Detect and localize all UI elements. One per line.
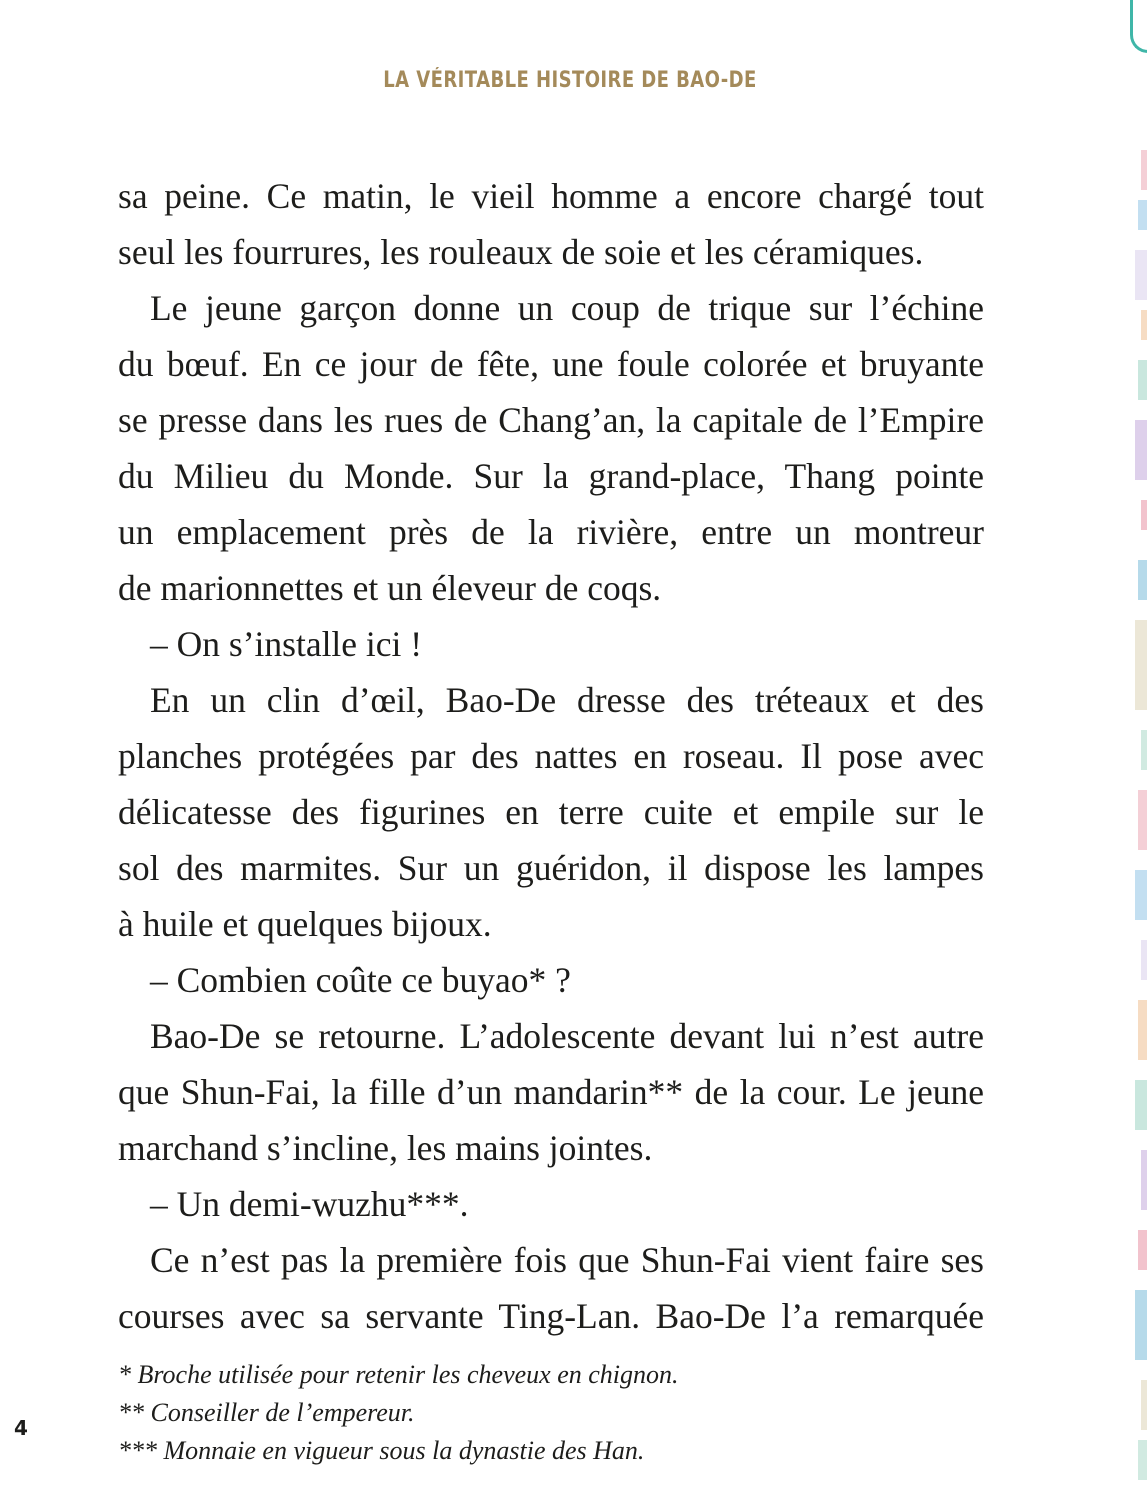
footnote: ** Conseiller de l’empereur. xyxy=(118,1398,415,1427)
text-line: marchand s’incline, les mains jointes. xyxy=(118,1128,653,1168)
text-line: – Combien coûte ce buyao* ? xyxy=(150,960,571,1000)
text-line: un emplacement près de la rivière, entre un montreur xyxy=(118,512,984,552)
text-line: En un clin d’œil, Bao-De dresse des tréteaux et des xyxy=(150,680,984,720)
watercolor-segment xyxy=(1135,1080,1147,1130)
text-line: que Shun-Fai, la fille d’un mandarin** de la cour. Le jeune xyxy=(118,1072,984,1112)
text-line: Bao-De se retourne. L’adolescente devant lui n’est autre xyxy=(150,1016,984,1056)
watercolor-segment xyxy=(1135,870,1147,920)
running-head: LA VÉRITABLE HISTOIRE DE BAO-DE xyxy=(383,68,757,93)
text-line: du bœuf. En ce jour de fête, une foule colorée et bruyante xyxy=(118,344,984,384)
watercolor-segment xyxy=(1141,1380,1147,1430)
watercolor-segment xyxy=(1135,620,1147,710)
text-line: courses avec sa servante Ting-Lan. Bao-De l’a remarquée xyxy=(118,1296,984,1336)
body-text xyxy=(118,168,984,1344)
decorative-edge-strip xyxy=(1133,0,1147,1496)
watercolor-segment xyxy=(1141,730,1147,770)
watercolor-segment xyxy=(1141,310,1147,340)
text-line: du Milieu du Monde. Sur la grand-place, Thang pointe xyxy=(118,456,984,496)
watercolor-segment xyxy=(1138,360,1147,400)
text-line: – On s’installe ici ! xyxy=(150,624,423,664)
watercolor-segment xyxy=(1138,1440,1147,1480)
text-line: de marionnettes et un éleveur de coqs. xyxy=(118,568,662,608)
text-line: Le jeune garçon donne un coup de trique sur l’échine xyxy=(150,288,984,328)
watercolor-segment xyxy=(1135,420,1147,480)
text-line: délicatesse des figurines en terre cuite et empile sur le xyxy=(118,792,984,832)
watercolor-segment xyxy=(1138,790,1147,850)
watercolor-segment xyxy=(1138,560,1147,600)
text-line: – Un demi-wuzhu***. xyxy=(150,1184,469,1224)
watercolor-segment xyxy=(1135,250,1147,300)
watercolor-segment xyxy=(1141,500,1147,530)
text-line: à huile et quelques bijoux. xyxy=(118,904,492,944)
watercolor-segment xyxy=(1135,1290,1147,1360)
text-line: se presse dans les rues de Chang’an, la capitale de l’Empire xyxy=(118,400,984,440)
text-line: planches protégées par des nattes en roseau. Il pose avec xyxy=(118,736,984,776)
text-line: sa peine. Ce matin, le vieil homme a encore chargé tout xyxy=(118,176,984,216)
watercolor-segment xyxy=(1141,940,1147,980)
watercolor-segment xyxy=(1141,1150,1147,1210)
footnote: *** Monnaie en vigueur sous la dynastie des Han. xyxy=(118,1436,645,1465)
watercolor-segment xyxy=(1138,1000,1147,1060)
page-number: 4 xyxy=(14,1416,28,1440)
text-line: Ce n’est pas la première fois que Shun-Fai vient faire ses xyxy=(150,1240,984,1280)
watercolor-segment xyxy=(1138,1230,1147,1270)
watercolor-segment xyxy=(1141,150,1147,190)
footnotes xyxy=(118,1356,984,1470)
watercolor-segment xyxy=(1138,200,1147,230)
footnote: * Broche utilisée pour retenir les cheveux en chignon. xyxy=(118,1360,679,1389)
text-line: sol des marmites. Sur un guéridon, il dispose les lampes xyxy=(118,848,984,888)
text-line: seul les fourrures, les rouleaux de soie et les céramiques. xyxy=(118,232,924,272)
